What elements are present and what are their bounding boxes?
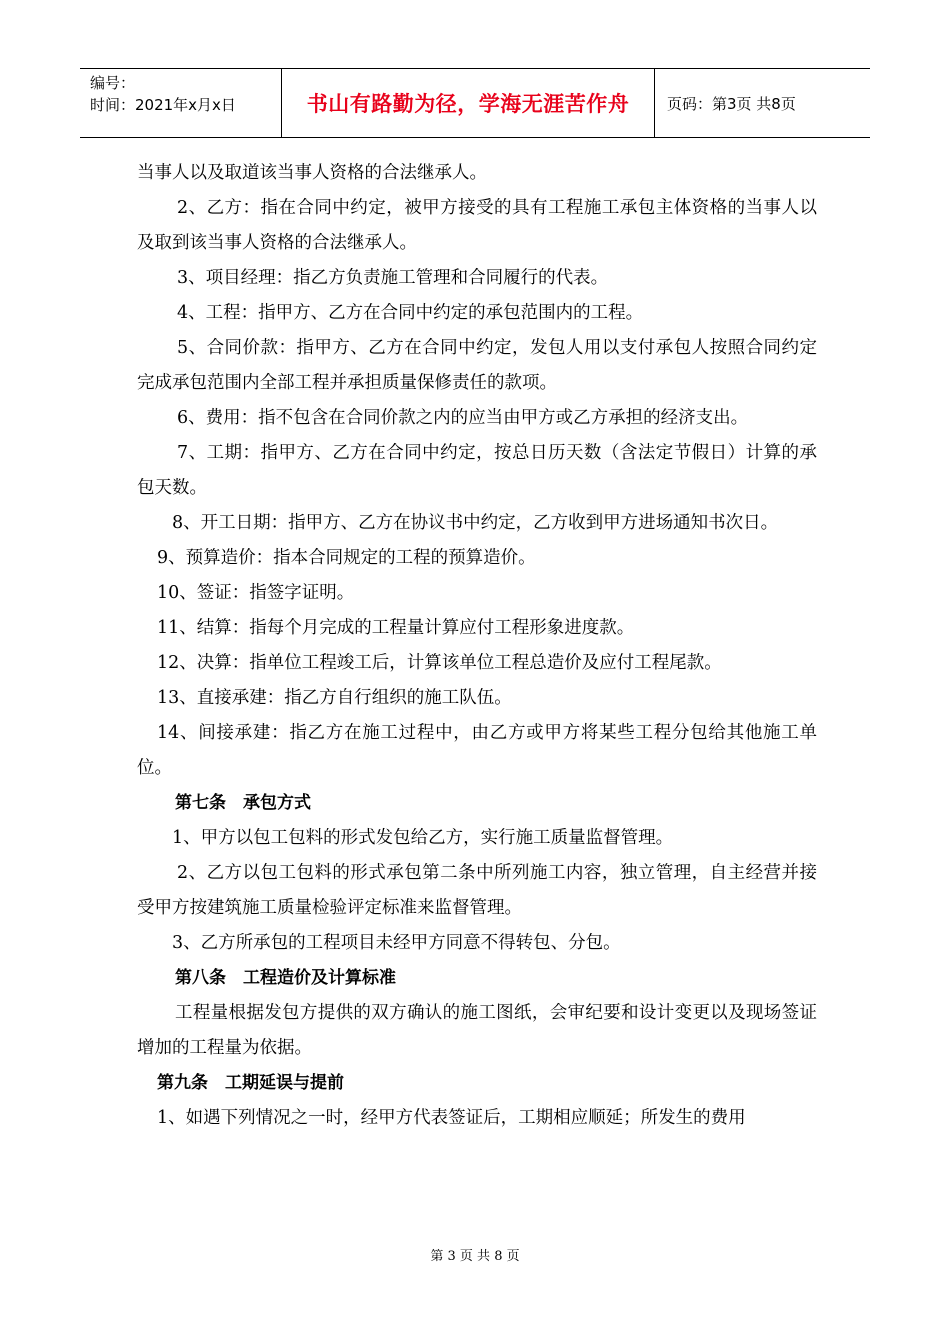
header-motto: 书山有路勤为径，学海无涯苦作舟 [306,92,630,116]
header-motto-cell [282,69,655,137]
page-footer: 第 3 页 共 8 页 [430,1249,520,1264]
body-paragraph: 9、预算造价：指本合同规定的工程的预算造价。 [157,548,536,568]
body-paragraph: 2、乙方：指在合同中约定，被甲方接受的具有工程施工承包主体资格的当事人以及取到该当事人资格的合法继承人。 [137,198,817,253]
section-heading: 第九条 工期延误与提前 [157,1073,344,1093]
body-paragraph: 3、项目经理：指乙方负责施工管理和合同履行的代表。 [177,268,609,288]
body-paragraph: 10、签证：指签字证明。 [157,583,355,603]
body-paragraph: 4、工程：指甲方、乙方在合同中约定的承包范围内的工程。 [177,303,644,323]
body-paragraph: 12、决算：指单位工程竣工后，计算该单位工程总造价及应付工程尾款。 [157,653,722,673]
body-paragraph: 8、开工日期：指甲方、乙方在协议书中约定，乙方收到甲方进场通知书次日。 [172,513,779,533]
header-meta [80,69,282,137]
body-paragraph: 11、结算：指每个月完成的工程量计算应付工程形象进度款。 [157,618,635,638]
body-paragraph: 7、工期：指甲方、乙方在合同中约定，按总日历天数（含法定节假日）计算的承包天数。 [137,443,817,498]
body-paragraph: 1、甲方以包工包料的形式发包给乙方，实行施工质量监督管理。 [172,828,674,848]
body-paragraph: 13、直接承建：指乙方自行组织的施工队伍。 [157,688,512,708]
document-body [137,156,817,1136]
body-paragraph: 5、合同价款：指甲方、乙方在合同中约定，发包人用以支付承包人按照合同约定完成承包范围内全部工程并承担质量保修责任的款项。 [137,338,817,393]
body-paragraph: 工程量根据发包方提供的双方确认的施工图纸，会审纪要和设计变更以及现场签证增加的工程量为依据。 [137,1003,817,1058]
page-header [80,68,870,138]
document-time-label: 时间：2021年x月x日 [90,96,236,114]
body-paragraph: 6、费用：指不包含在合同价款之内的应当由甲方或乙方承担的经济支出。 [177,408,749,428]
body-paragraph: 3、乙方所承包的工程项目未经甲方同意不得转包、分包。 [172,933,621,953]
body-paragraph: 2、乙方以包工包料的形式承包第二条中所列施工内容，独立管理，自主经营并接受甲方按建筑施工质量检验评定标准来监督管理。 [137,863,817,918]
body-paragraph: 1、如遇下列情况之一时，经甲方代表签证后，工期相应顺延；所发生的费用 [157,1108,746,1128]
header-page-info: 页码：第3页 共8页 [667,94,796,113]
body-paragraph: 14、间接承建：指乙方在施工过程中，由乙方或甲方将某些工程分包给其他施工单位。 [137,723,817,778]
body-paragraph: 当事人以及取道该当事人资格的合法继承人。 [137,163,487,183]
section-heading: 第八条 工程造价及计算标准 [175,968,396,988]
section-heading: 第七条 承包方式 [175,793,311,813]
document-number-label: 编号： [90,74,136,92]
